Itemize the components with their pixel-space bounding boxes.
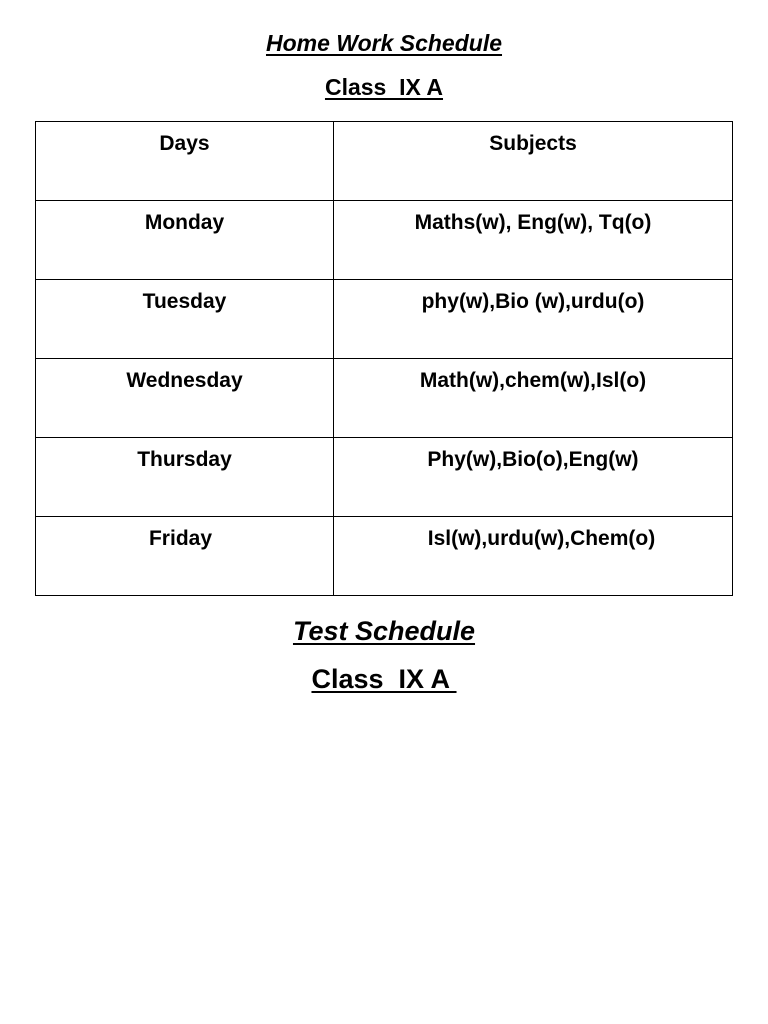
subjects-cell: Math(w),chem(w),Isl(o)	[334, 359, 733, 438]
subjects-cell: Maths(w), Eng(w), Tq(o)	[334, 201, 733, 280]
day-cell: Monday	[36, 201, 334, 280]
table-row	[36, 201, 733, 280]
day-cell: Thursday	[36, 438, 334, 517]
day-cell: Tuesday	[36, 280, 334, 359]
table-header-row	[36, 122, 733, 201]
header-subjects: Subjects	[334, 122, 733, 201]
subjects-cell: Isl(w),urdu(w),Chem(o)	[334, 517, 733, 596]
table-row	[36, 359, 733, 438]
homework-class-label: Class IX A	[324, 74, 444, 100]
day-cell: Wednesday	[36, 359, 334, 438]
header-days: Days	[36, 122, 334, 201]
table-row	[36, 280, 733, 359]
table-row	[36, 438, 733, 517]
test-schedule-title: Test Schedule	[292, 616, 476, 646]
test-class-label: Class IX A	[311, 664, 457, 694]
homework-schedule-table	[35, 121, 733, 596]
table-row	[36, 517, 733, 596]
homework-schedule-title: Home Work Schedule	[265, 30, 503, 56]
subjects-cell: phy(w),Bio (w),urdu(o)	[334, 280, 733, 359]
subjects-cell: Phy(w),Bio(o),Eng(w)	[334, 438, 733, 517]
day-cell: Friday	[36, 517, 334, 596]
